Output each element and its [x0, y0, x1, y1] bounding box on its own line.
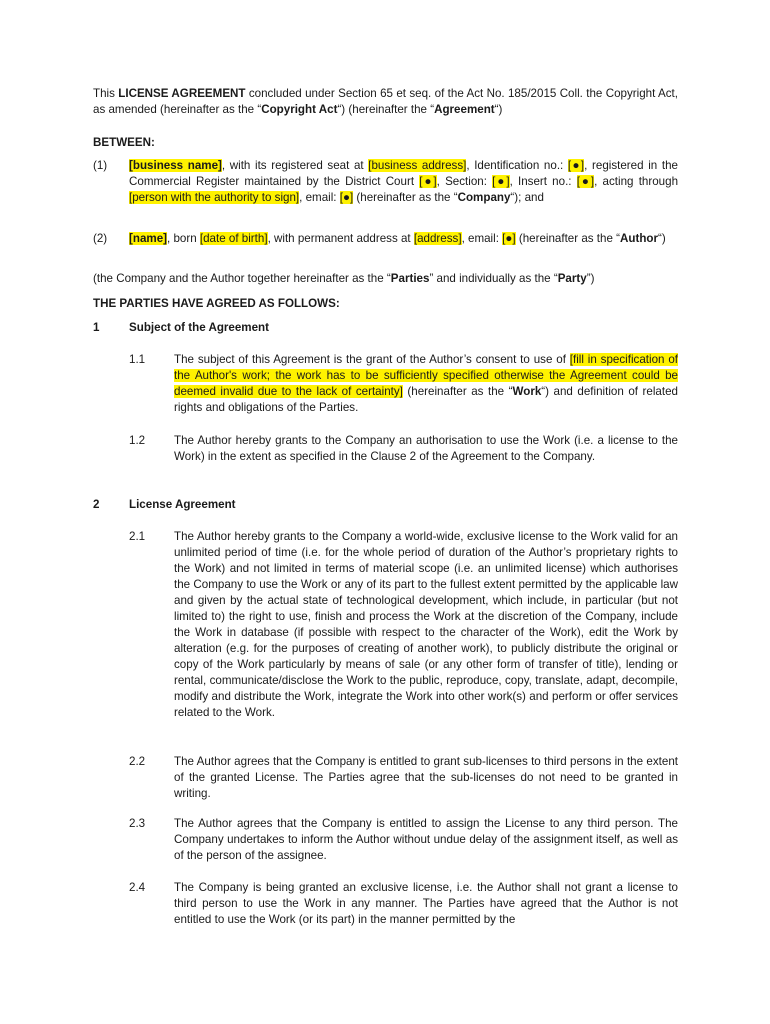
- clause-1-2-number: 1.2: [129, 434, 146, 447]
- copyright-act-term: Copyright Act: [261, 103, 338, 116]
- clause-2-1-number: 2.1: [129, 530, 146, 543]
- address-placeholder: [address]: [413, 232, 462, 245]
- name-placeholder: [name]: [129, 232, 168, 245]
- clause-2-2-text: The Author agrees that the Company is entitled to grant sub-licenses to third persons in the extent of the granted License. The Parties agree that the sub-licenses do not need to be granted in writing.: [174, 755, 678, 800]
- email-placeholder: [●]: [502, 232, 516, 245]
- party-2-number: (2): [93, 232, 108, 245]
- intro-text: concluded under Section 65 et seq. of the Act No. 185/2015 Coll. the Copyright Act, as amended (hereinafter as the “: [93, 87, 679, 116]
- insert-placeholder: [●]: [576, 175, 595, 188]
- clause-1-1-number: 1.1: [129, 353, 146, 366]
- agreement-title: LICENSE AGREEMENT: [118, 87, 246, 100]
- parties-term: Parties: [390, 272, 430, 285]
- agreed-heading: THE PARTIES HAVE AGREED AS FOLLOWS:: [93, 297, 340, 310]
- parties-definition: (the Company and the Author together hereinafter as the “Parties” and individually as the “Party”): [93, 272, 595, 285]
- company-term: Company: [457, 191, 511, 204]
- date-of-birth-placeholder: [date of birth]: [199, 232, 268, 245]
- business-address-placeholder: [business address]: [368, 159, 467, 172]
- clause-2-4-text: The Company is being granted an exclusive license, i.e. the Author shall not grant a license to third person to use the Work in any manner. The Parties have agreed that the Author is not entitled to use the Work (or its part) in the manner permitted by the: [174, 881, 678, 926]
- id-number-placeholder: [●]: [567, 159, 585, 172]
- court-placeholder: [●]: [419, 175, 437, 188]
- email-placeholder: [●]: [339, 191, 354, 204]
- party-1-paragraph: [business name], with its registered seat at [business address], Identification no.: [●], registered in the Commercial Register maintained by the District Court [●], Section: [●], Insert no.: [●], acting through [person with the authority to sign], email: [●] (hereinafter as the “Company“); and: [129, 159, 679, 204]
- agreement-term: Agreement: [434, 103, 495, 116]
- intro-text: This: [93, 87, 119, 100]
- intro-text: “) (hereinafter the “: [337, 103, 435, 116]
- clause-1-2-text: The Author hereby grants to the Company an authorisation to use the Work (i.e. a license to the Work) in the extent as specified in the Clause 2 of the Agreement to the Company.: [174, 434, 678, 463]
- party-2-paragraph: [name], born [date of birth], with permanent address at [address], email: [●] (hereinafter as the “Author“): [129, 232, 666, 245]
- work-specification-placeholder: [fill in specification of the Author's work; the work has to be sufficiently specified otherwise the Agreement could be deemed invalid due to the lack of certainty]: [174, 353, 679, 398]
- section-2-title: License Agreement: [129, 498, 236, 511]
- clause-2-2-number: 2.2: [129, 755, 146, 768]
- between-heading: BETWEEN:: [93, 136, 155, 149]
- business-name-placeholder: [business name]: [129, 159, 222, 172]
- party-term: Party: [557, 272, 587, 285]
- party-1-number: (1): [93, 159, 108, 172]
- clause-2-3-text: The Author agrees that the Company is entitled to assign the License to any third person. The Company undertakes to inform the Author without undue delay of the assignment itself, as well as of the person of the assignee.: [174, 817, 678, 862]
- intro-text: “): [494, 103, 503, 116]
- section-2-number: 2: [93, 498, 100, 511]
- clause-2-1-text: The Author hereby grants to the Company a world-wide, exclusive license to the Work valid for an unlimited period of time (i.e. for the whole period of duration of the Author’s proprietary rights to the Work) and not limited in terms of material scope (i.e. an unlimited license) which authorises the Company to use the Work or any of its part to the fullest extent permitted by the applicable law and given by the actual state of technological development, which include, in particular (but not limited to) the right to use, finish and process the Work at the discretion of the Company, include the Work in database (if possible with respect to the character of the Work), edit the Work by alteration (e.g. for the purposes of creating of another work), to publicly distribute the original or copy of the Work particularly by means of sale (or any other form of transfer of title), lending or rental, communicate/disclose the Work to the public, reproduce, copy, translate, adapt, decompile, modify and distribute the Work, integrate the Work into other work(s) and perform or offer services related to the Work.: [174, 530, 678, 719]
- clause-2-3-number: 2.3: [129, 817, 146, 830]
- section-1-number: 1: [93, 321, 100, 334]
- section-1-title: Subject of the Agreement: [129, 321, 270, 334]
- clause-2-4-number: 2.4: [129, 881, 146, 894]
- intro-paragraph: [93, 86, 678, 118]
- section-placeholder: [●]: [492, 175, 510, 188]
- work-term: Work: [512, 385, 542, 398]
- clause-1-1-text: The subject of this Agreement is the grant of the Author’s consent to use of [fill in specification of the Author's work; the work has to be sufficiently specified otherwise the Agreement could be deemed invalid due to the lack of certainty] (hereinafter as the “Work“) and definition of related rights and obligations of the Parties.: [174, 353, 679, 414]
- signatory-placeholder: [person with the authority to sign]: [129, 191, 300, 204]
- author-term: Author: [620, 232, 659, 245]
